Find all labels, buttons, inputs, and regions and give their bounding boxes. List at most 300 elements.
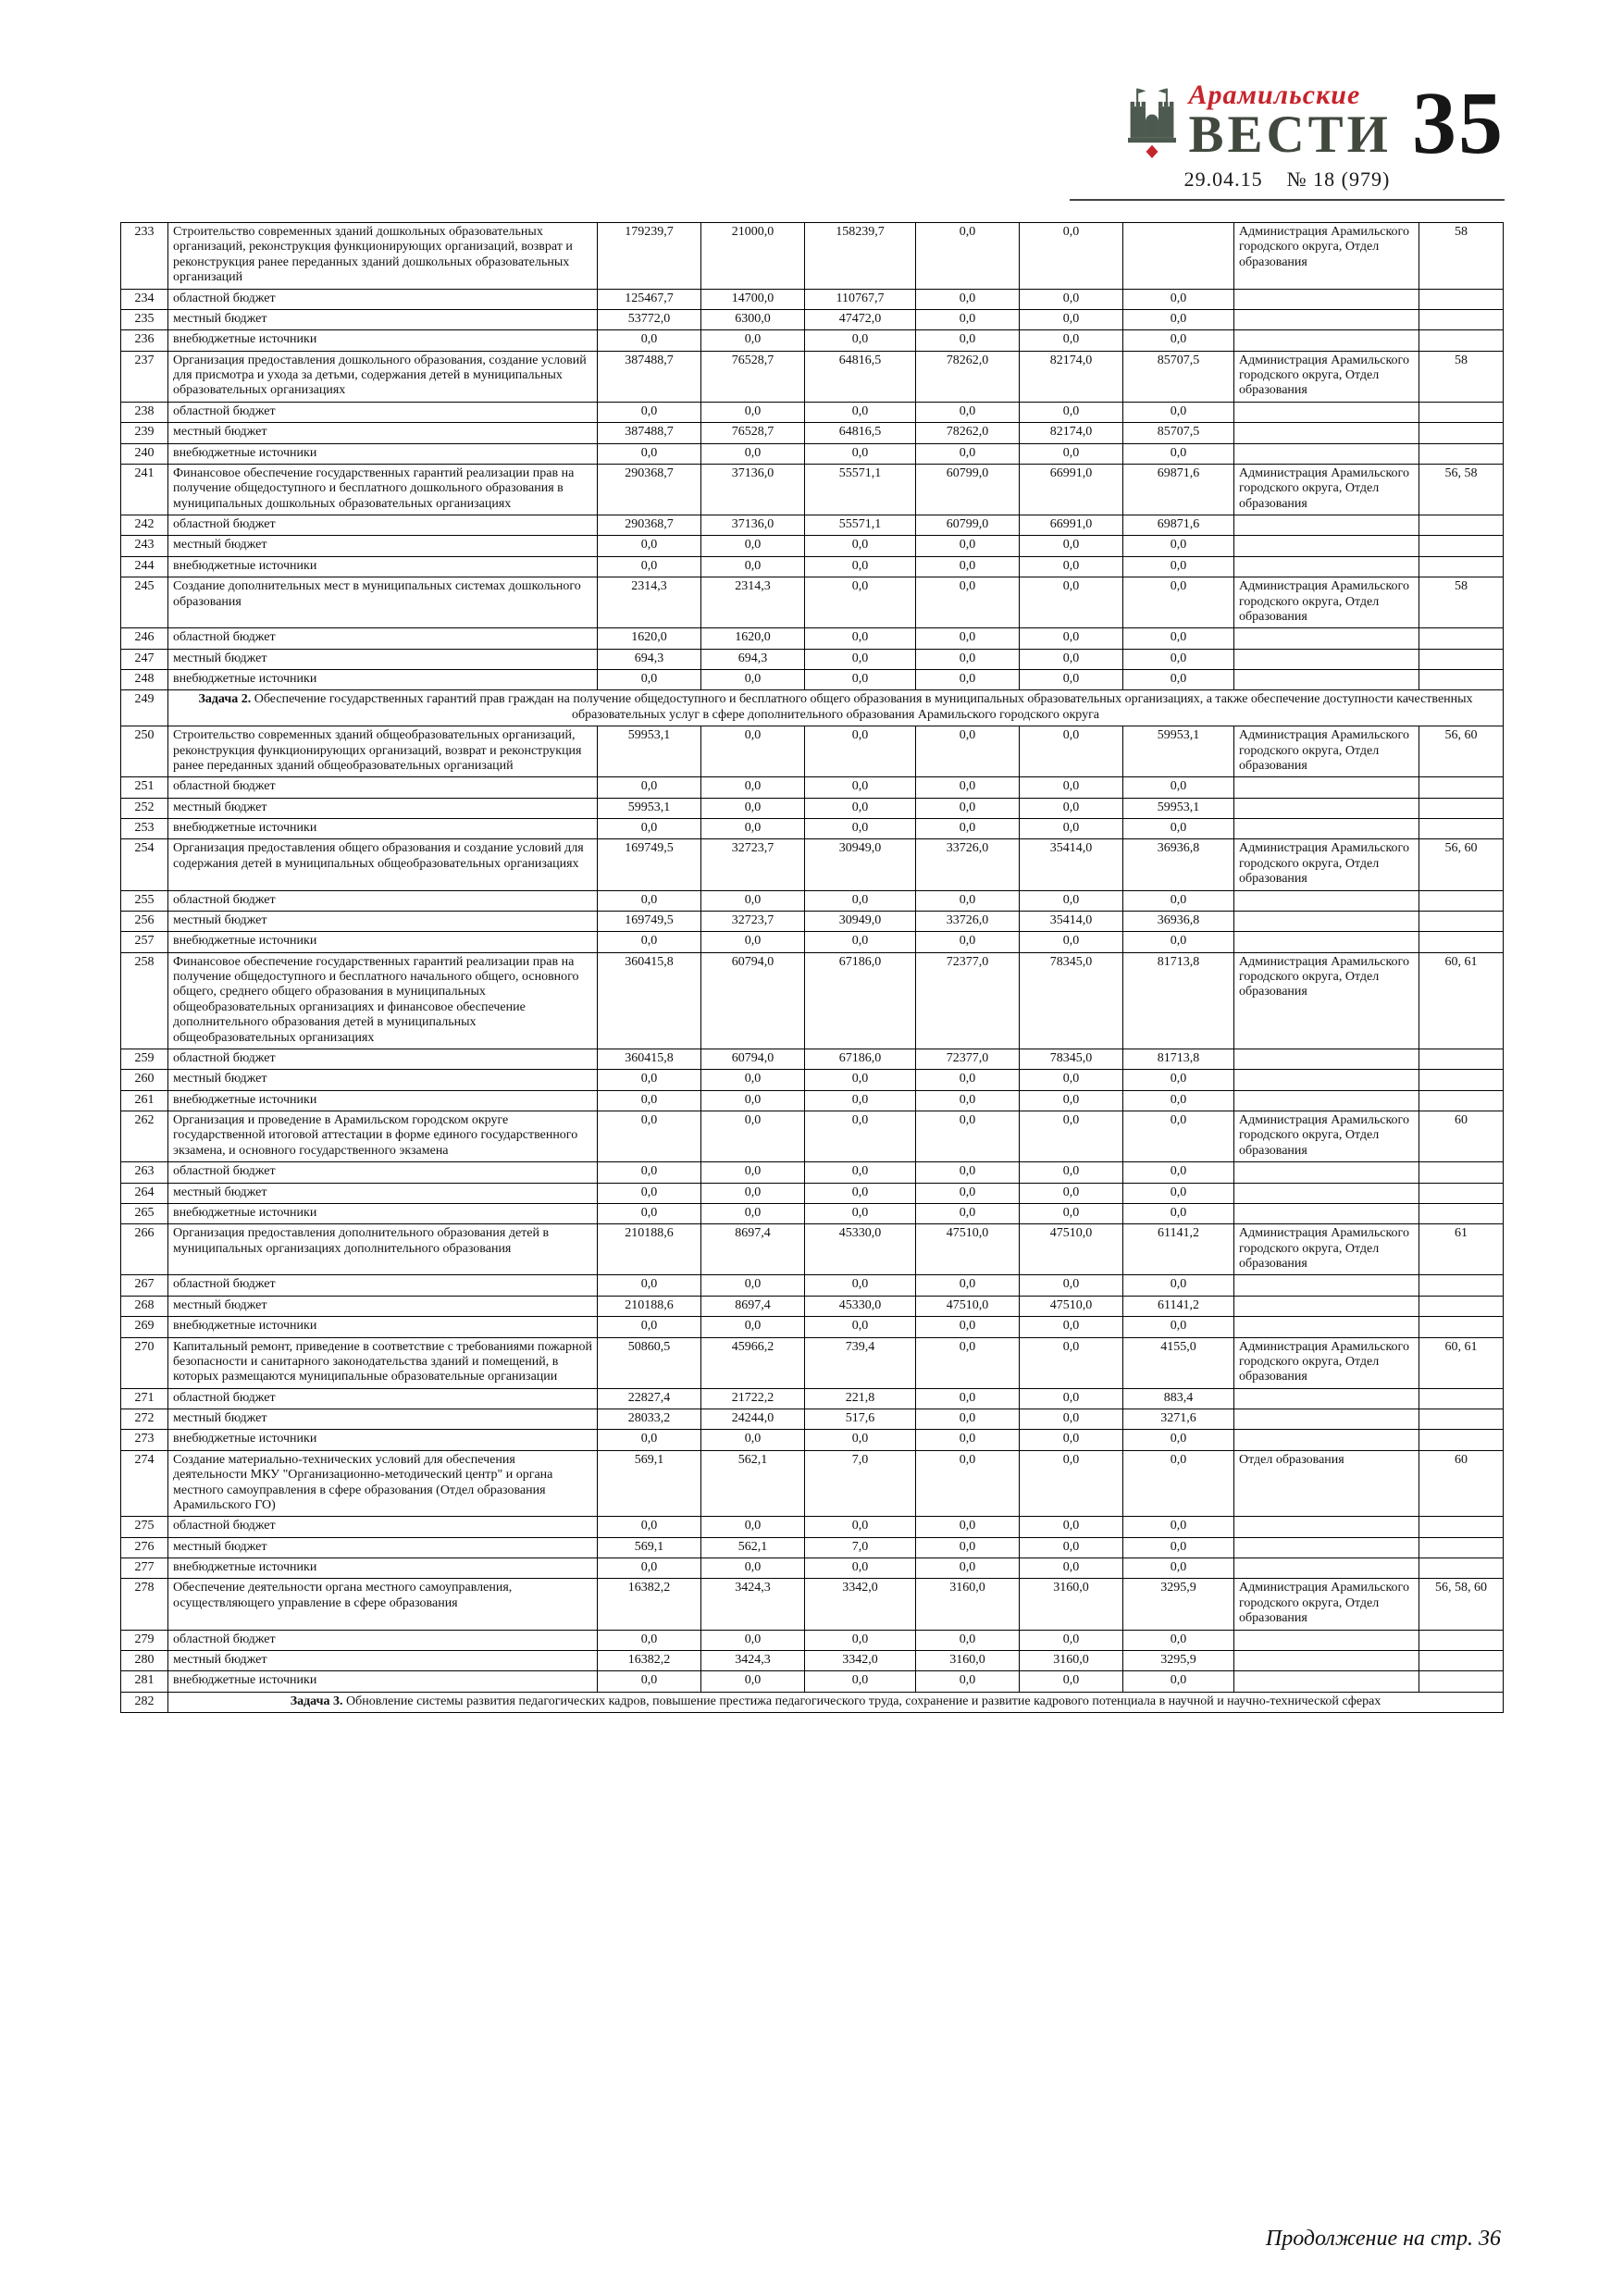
table-row [121, 577, 1504, 628]
value-cell: 0,0 [598, 1183, 701, 1203]
value-cell: 0,0 [701, 1430, 805, 1450]
value-cell: 33726,0 [916, 839, 1020, 890]
value-cell: 0,0 [916, 1111, 1020, 1162]
value-cell: 0,0 [805, 402, 916, 422]
value-cell: 0,0 [701, 1162, 805, 1183]
row-number-cell: 281 [121, 1671, 168, 1692]
value-cell: 387488,7 [598, 351, 701, 402]
value-cell: 35414,0 [1020, 839, 1123, 890]
value-cell: 60799,0 [916, 464, 1020, 515]
value-cell: 0,0 [916, 819, 1020, 839]
value-cell: 0,0 [916, 443, 1020, 464]
value-cell: 0,0 [805, 1183, 916, 1203]
value-cell: 0,0 [1123, 890, 1234, 911]
codes-cell [1419, 1203, 1504, 1223]
value-cell: 0,0 [598, 777, 701, 798]
table-row [121, 289, 1504, 309]
codes-cell [1419, 649, 1504, 669]
value-cell: 0,0 [805, 1430, 916, 1450]
description-cell: внебюджетные источники [168, 556, 598, 577]
table-row [121, 1203, 1504, 1223]
responsible-cell [1234, 1630, 1419, 1650]
responsible-cell [1234, 1275, 1419, 1296]
value-cell: 0,0 [916, 1388, 1020, 1409]
value-cell: 0,0 [805, 1317, 916, 1337]
codes-cell: 60 [1419, 1111, 1504, 1162]
description-cell: внебюджетные источники [168, 1671, 598, 1692]
description-cell: Капитальный ремонт, приведение в соответствие с требованиями пожарной безопасности и санитарного законодательства зданий и помещений, в которых размещаются муниципальные образовательные организации [168, 1337, 598, 1388]
codes-cell [1419, 1070, 1504, 1090]
value-cell: 30949,0 [805, 839, 916, 890]
codes-cell: 56, 58 [1419, 464, 1504, 515]
value-cell: 0,0 [1020, 223, 1123, 290]
table-row [121, 309, 1504, 329]
description-cell: Финансовое обеспечение государственных гарантий реализации прав на получение общедоступного и бесплатного начального общего, основного общего, среднего общего образования в муниципальных общеобразовательных организациях и финансовое обеспечение дополнительного образования детей в муниципальных общеобразовательных организациях [168, 952, 598, 1049]
value-cell: 81713,8 [1123, 1049, 1234, 1069]
value-cell: 0,0 [916, 932, 1020, 952]
value-cell: 0,0 [916, 628, 1020, 649]
responsible-cell: Администрация Арамильского городского округа, Отдел образования [1234, 1224, 1419, 1275]
value-cell: 7,0 [805, 1537, 916, 1558]
value-cell: 22827,4 [598, 1388, 701, 1409]
value-cell: 0,0 [701, 1183, 805, 1203]
description-cell: внебюджетные источники [168, 443, 598, 464]
description-cell: Организация предоставления дошкольного образования, создание условий для присмотра и ухода за детьми, содержания детей в муниципальных образовательных организациях [168, 351, 598, 402]
value-cell: 694,3 [701, 649, 805, 669]
value-cell: 0,0 [916, 1671, 1020, 1692]
responsible-cell [1234, 443, 1419, 464]
value-cell: 0,0 [598, 1630, 701, 1650]
value-cell: 0,0 [598, 402, 701, 422]
table-row [121, 1579, 1504, 1630]
value-cell: 55571,1 [805, 515, 916, 536]
table-row [121, 1317, 1504, 1337]
value-cell: 0,0 [1123, 1070, 1234, 1090]
codes-cell [1419, 798, 1504, 818]
responsible-cell [1234, 1049, 1419, 1069]
value-cell: 0,0 [805, 819, 916, 839]
value-cell: 16382,2 [598, 1650, 701, 1670]
responsible-cell: Администрация Арамильского городского округа, Отдел образования [1234, 464, 1419, 515]
row-number-cell: 239 [121, 423, 168, 443]
value-cell: 694,3 [598, 649, 701, 669]
row-number-cell: 242 [121, 515, 168, 536]
value-cell: 562,1 [701, 1537, 805, 1558]
value-cell: 0,0 [1123, 1517, 1234, 1537]
value-cell: 0,0 [805, 577, 916, 628]
codes-cell: 60 [1419, 1450, 1504, 1517]
responsible-cell [1234, 819, 1419, 839]
value-cell: 3160,0 [916, 1650, 1020, 1670]
value-cell: 0,0 [598, 1671, 701, 1692]
responsible-cell [1234, 289, 1419, 309]
value-cell: 0,0 [598, 330, 701, 351]
description-cell: Создание материально-технических условий для обеспечения деятельности МКУ "Организационно-методический центр" и органа местного самоуправления в сфере образования (Отдел образования Арамильского ГО) [168, 1450, 598, 1517]
description-cell: областной бюджет [168, 402, 598, 422]
responsible-cell [1234, 670, 1419, 690]
row-number-cell: 254 [121, 839, 168, 890]
value-cell: 0,0 [805, 649, 916, 669]
value-cell: 66991,0 [1020, 515, 1123, 536]
value-cell: 0,0 [1123, 1630, 1234, 1650]
value-cell: 37136,0 [701, 464, 805, 515]
responsible-cell [1234, 1090, 1419, 1111]
value-cell: 0,0 [598, 1517, 701, 1537]
row-number-cell: 238 [121, 402, 168, 422]
value-cell: 47510,0 [1020, 1224, 1123, 1275]
description-cell: Финансовое обеспечение государственных гарантий реализации прав на получение общедоступного и бесплатного дошкольного образования в муниципальных дошкольных образовательных организациях [168, 464, 598, 515]
value-cell: 0,0 [805, 798, 916, 818]
value-cell: 0,0 [1123, 932, 1234, 952]
value-cell: 32723,7 [701, 839, 805, 890]
value-cell: 0,0 [916, 536, 1020, 556]
value-cell: 0,0 [701, 670, 805, 690]
codes-cell [1419, 1671, 1504, 1692]
value-cell: 69871,6 [1123, 515, 1234, 536]
row-number-cell: 261 [121, 1090, 168, 1111]
description-cell: внебюджетные источники [168, 932, 598, 952]
value-cell: 0,0 [916, 223, 1020, 290]
masthead-title: ВЕСТИ [1188, 105, 1392, 164]
description-cell: местный бюджет [168, 423, 598, 443]
value-cell: 0,0 [1123, 628, 1234, 649]
row-number-cell: 252 [121, 798, 168, 818]
value-cell: 76528,7 [701, 423, 805, 443]
value-cell: 45330,0 [805, 1296, 916, 1316]
value-cell: 0,0 [701, 1317, 805, 1337]
value-cell: 72377,0 [916, 952, 1020, 1049]
responsible-cell [1234, 911, 1419, 931]
value-cell: 82174,0 [1020, 351, 1123, 402]
description-cell: местный бюджет [168, 1650, 598, 1670]
value-cell: 0,0 [701, 1111, 805, 1162]
table-row [121, 443, 1504, 464]
issue-line [1070, 168, 1505, 201]
table-row [121, 556, 1504, 577]
value-cell: 0,0 [1020, 556, 1123, 577]
value-cell: 0,0 [805, 1203, 916, 1223]
value-cell: 0,0 [916, 1630, 1020, 1650]
value-cell: 59953,1 [598, 726, 701, 777]
value-cell: 0,0 [701, 1517, 805, 1537]
value-cell: 8697,4 [701, 1296, 805, 1316]
value-cell: 0,0 [1020, 1630, 1123, 1650]
value-cell: 60799,0 [916, 515, 1020, 536]
table-row [121, 330, 1504, 351]
value-cell: 0,0 [701, 932, 805, 952]
row-number-cell: 250 [121, 726, 168, 777]
value-cell: 0,0 [598, 819, 701, 839]
value-cell: 0,0 [805, 932, 916, 952]
value-cell: 0,0 [916, 1409, 1020, 1430]
value-cell: 0,0 [1123, 1537, 1234, 1558]
value-cell: 59953,1 [1123, 726, 1234, 777]
castle-emblem-icon [1125, 86, 1179, 158]
value-cell: 67186,0 [805, 952, 916, 1049]
value-cell: 47510,0 [1020, 1296, 1123, 1316]
row-number-cell: 275 [121, 1517, 168, 1537]
value-cell: 0,0 [1123, 1317, 1234, 1337]
value-cell: 4155,0 [1123, 1337, 1234, 1388]
responsible-cell [1234, 423, 1419, 443]
value-cell: 0,0 [916, 1090, 1020, 1111]
issue-number: № 18 (979) [1286, 168, 1391, 192]
table-row [121, 726, 1504, 777]
table-row [121, 1275, 1504, 1296]
codes-cell: 60, 61 [1419, 952, 1504, 1049]
responsible-cell: Администрация Арамильского городского округа, Отдел образования [1234, 577, 1419, 628]
value-cell: 0,0 [805, 1517, 916, 1537]
value-cell: 0,0 [701, 777, 805, 798]
value-cell: 78262,0 [916, 423, 1020, 443]
value-cell: 0,0 [1123, 1111, 1234, 1162]
value-cell: 0,0 [1123, 1450, 1234, 1517]
value-cell: 0,0 [1123, 1090, 1234, 1111]
value-cell: 0,0 [805, 1162, 916, 1183]
value-cell: 169749,5 [598, 911, 701, 931]
codes-cell [1419, 628, 1504, 649]
value-cell: 64816,5 [805, 351, 916, 402]
value-cell: 125467,7 [598, 289, 701, 309]
value-cell: 0,0 [701, 819, 805, 839]
table-row [121, 402, 1504, 422]
value-cell: 0,0 [805, 1275, 916, 1296]
value-cell: 0,0 [1123, 1183, 1234, 1203]
value-cell: 169749,5 [598, 839, 701, 890]
table-row [121, 1337, 1504, 1388]
value-cell: 0,0 [916, 1558, 1020, 1579]
codes-cell [1419, 1183, 1504, 1203]
table-row [121, 1450, 1504, 1517]
value-cell: 67186,0 [805, 1049, 916, 1069]
value-cell: 1620,0 [598, 628, 701, 649]
value-cell: 562,1 [701, 1450, 805, 1517]
value-cell: 0,0 [916, 726, 1020, 777]
value-cell: 0,0 [701, 798, 805, 818]
value-cell: 0,0 [805, 1090, 916, 1111]
value-cell: 0,0 [598, 1070, 701, 1090]
row-number-cell: 253 [121, 819, 168, 839]
responsible-cell [1234, 402, 1419, 422]
value-cell: 55571,1 [805, 464, 916, 515]
value-cell: 47510,0 [916, 1296, 1020, 1316]
value-cell: 61141,2 [1123, 1224, 1234, 1275]
value-cell: 0,0 [1123, 1558, 1234, 1579]
value-cell: 0,0 [1123, 443, 1234, 464]
value-cell: 0,0 [805, 1630, 916, 1650]
row-number-cell: 246 [121, 628, 168, 649]
value-cell: 36936,8 [1123, 911, 1234, 931]
row-number-cell: 276 [121, 1537, 168, 1558]
value-cell: 0,0 [916, 1337, 1020, 1388]
description-cell: местный бюджет [168, 1409, 598, 1430]
newspaper-logo [1125, 80, 1392, 164]
table-row [121, 670, 1504, 690]
value-cell: 2314,3 [701, 577, 805, 628]
value-cell: 569,1 [598, 1537, 701, 1558]
table-row [121, 1409, 1504, 1430]
value-cell: 3295,9 [1123, 1650, 1234, 1670]
value-cell: 0,0 [1020, 402, 1123, 422]
value-cell: 0,0 [1020, 1517, 1123, 1537]
value-cell: 0,0 [701, 1275, 805, 1296]
value-cell: 0,0 [916, 309, 1020, 329]
description-cell: Обеспечение деятельности органа местного самоуправления, осуществляющего управление в сфере образования [168, 1579, 598, 1630]
responsible-cell [1234, 1162, 1419, 1183]
description-cell: областной бюджет [168, 1049, 598, 1069]
value-cell: 0,0 [598, 1162, 701, 1183]
value-cell: 0,0 [805, 443, 916, 464]
value-cell: 0,0 [805, 726, 916, 777]
value-cell: 0,0 [805, 777, 916, 798]
row-number-cell: 268 [121, 1296, 168, 1316]
responsible-cell [1234, 798, 1419, 818]
value-cell: 37136,0 [701, 515, 805, 536]
value-cell: 0,0 [598, 1111, 701, 1162]
value-cell: 0,0 [916, 1162, 1020, 1183]
value-cell: 0,0 [916, 289, 1020, 309]
value-cell: 0,0 [1123, 1203, 1234, 1223]
table-row [121, 952, 1504, 1049]
value-cell: 158239,7 [805, 223, 916, 290]
table-row [121, 423, 1504, 443]
budget-table-body [121, 223, 1504, 1713]
codes-cell [1419, 443, 1504, 464]
row-number-cell: 248 [121, 670, 168, 690]
row-number-cell: 271 [121, 1388, 168, 1409]
value-cell: 0,0 [1020, 798, 1123, 818]
value-cell: 387488,7 [598, 423, 701, 443]
row-number-cell: 234 [121, 289, 168, 309]
value-cell: 0,0 [916, 1317, 1020, 1337]
row-number-cell: 235 [121, 309, 168, 329]
row-number-cell: 277 [121, 1558, 168, 1579]
value-cell: 66991,0 [1020, 464, 1123, 515]
value-cell: 0,0 [805, 556, 916, 577]
codes-cell [1419, 289, 1504, 309]
table-row [121, 1537, 1504, 1558]
value-cell: 110767,7 [805, 289, 916, 309]
task-label: Задача 3. [290, 1694, 347, 1708]
value-cell: 179239,7 [598, 223, 701, 290]
description-cell: местный бюджет [168, 1070, 598, 1090]
row-number-cell: 260 [121, 1070, 168, 1090]
value-cell: 3342,0 [805, 1650, 916, 1670]
value-cell: 50860,5 [598, 1337, 701, 1388]
value-cell: 0,0 [1020, 577, 1123, 628]
value-cell: 47510,0 [916, 1224, 1020, 1275]
budget-table [120, 222, 1504, 1713]
description-cell: местный бюджет [168, 911, 598, 931]
codes-cell [1419, 1650, 1504, 1670]
description-cell: областной бюджет [168, 289, 598, 309]
value-cell: 0,0 [916, 649, 1020, 669]
description-cell: Строительство современных зданий общеобразовательных организаций, реконструкция функционирующих организаций, возврат и реконструкция ранее переданных зданий общеобразовательных организаций [168, 726, 598, 777]
table-row [121, 1296, 1504, 1316]
row-number-cell: 257 [121, 932, 168, 952]
value-cell: 0,0 [916, 1275, 1020, 1296]
value-cell: 32723,7 [701, 911, 805, 931]
description-cell: внебюджетные источники [168, 1558, 598, 1579]
value-cell: 290368,7 [598, 515, 701, 536]
table-row [121, 798, 1504, 818]
table-row [121, 1692, 1504, 1712]
responsible-cell [1234, 309, 1419, 329]
codes-cell: 56, 60 [1419, 839, 1504, 890]
value-cell: 0,0 [598, 1203, 701, 1223]
value-cell [1123, 223, 1234, 290]
value-cell: 7,0 [805, 1450, 916, 1517]
value-cell: 0,0 [1123, 330, 1234, 351]
row-number-cell: 244 [121, 556, 168, 577]
responsible-cell [1234, 330, 1419, 351]
value-cell: 3160,0 [1020, 1650, 1123, 1670]
value-cell: 360415,8 [598, 1049, 701, 1069]
value-cell: 0,0 [916, 1517, 1020, 1537]
description-cell: Создание дополнительных мест в муниципальных системах дошкольного образования [168, 577, 598, 628]
value-cell: 0,0 [1020, 289, 1123, 309]
codes-cell: 60, 61 [1419, 1337, 1504, 1388]
value-cell: 0,0 [805, 1070, 916, 1090]
value-cell: 0,0 [1123, 819, 1234, 839]
table-row [121, 777, 1504, 798]
value-cell: 0,0 [1020, 819, 1123, 839]
responsible-cell [1234, 515, 1419, 536]
table-row [121, 1430, 1504, 1450]
value-cell: 82174,0 [1020, 423, 1123, 443]
codes-cell [1419, 1317, 1504, 1337]
value-cell: 739,4 [805, 1337, 916, 1388]
value-cell: 360415,8 [598, 952, 701, 1049]
value-cell: 64816,5 [805, 423, 916, 443]
value-cell: 59953,1 [1123, 798, 1234, 818]
value-cell: 0,0 [598, 670, 701, 690]
value-cell: 290368,7 [598, 464, 701, 515]
budget-table-container [120, 222, 1503, 1713]
row-number-cell: 265 [121, 1203, 168, 1223]
responsible-cell [1234, 890, 1419, 911]
value-cell: 0,0 [1123, 577, 1234, 628]
value-cell: 33726,0 [916, 911, 1020, 931]
description-cell: местный бюджет [168, 1183, 598, 1203]
row-number-cell: 263 [121, 1162, 168, 1183]
value-cell: 3424,3 [701, 1650, 805, 1670]
description-cell: областной бюджет [168, 777, 598, 798]
codes-cell: 56, 60 [1419, 726, 1504, 777]
responsible-cell: Администрация Арамильского городского округа, Отдел образования [1234, 351, 1419, 402]
value-cell: 0,0 [1020, 628, 1123, 649]
table-row [121, 1558, 1504, 1579]
value-cell: 59953,1 [598, 798, 701, 818]
value-cell: 0,0 [916, 556, 1020, 577]
value-cell: 0,0 [1020, 1537, 1123, 1558]
value-cell: 0,0 [1020, 1183, 1123, 1203]
value-cell: 60794,0 [701, 952, 805, 1049]
codes-cell [1419, 536, 1504, 556]
value-cell: 0,0 [1123, 536, 1234, 556]
issue-date: 29.04.15 [1183, 168, 1263, 192]
value-cell: 0,0 [1020, 1317, 1123, 1337]
value-cell: 45966,2 [701, 1337, 805, 1388]
table-row [121, 932, 1504, 952]
value-cell: 47472,0 [805, 309, 916, 329]
value-cell: 81713,8 [1123, 952, 1234, 1049]
value-cell: 210188,6 [598, 1296, 701, 1316]
value-cell: 14700,0 [701, 289, 805, 309]
row-number-cell: 267 [121, 1275, 168, 1296]
description-cell: местный бюджет [168, 649, 598, 669]
row-number-cell: 273 [121, 1430, 168, 1450]
